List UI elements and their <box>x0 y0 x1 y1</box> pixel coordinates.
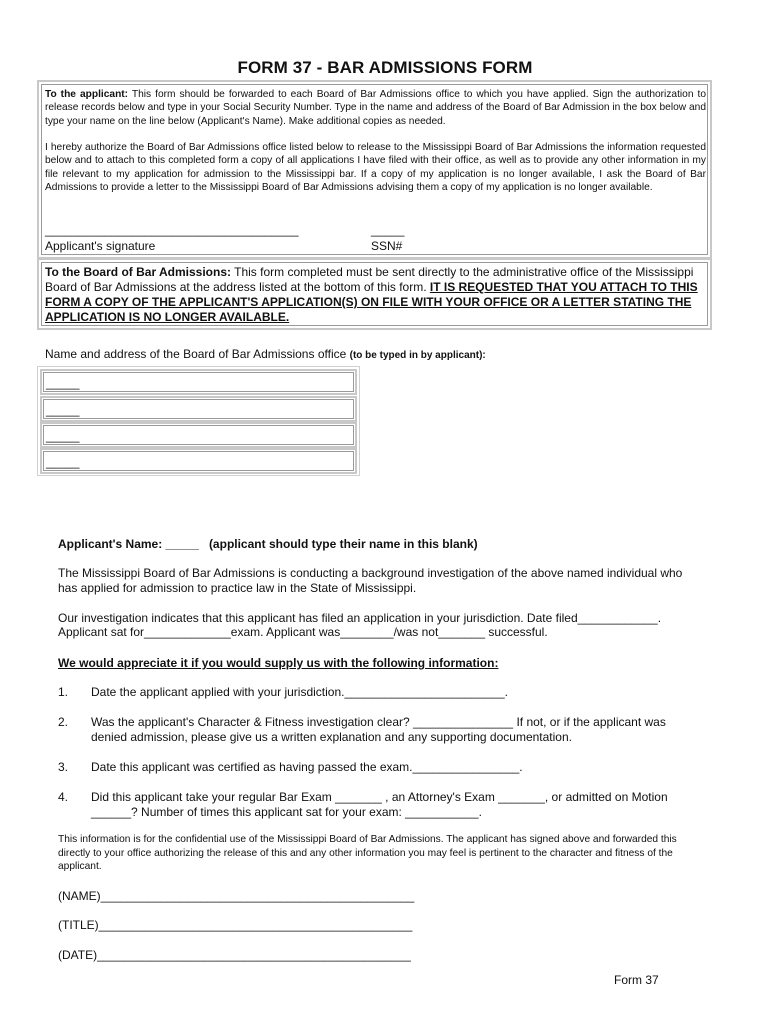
question-4-number: 4. <box>58 790 69 804</box>
address-field-2[interactable] <box>40 396 357 422</box>
board-request-text: IT IS REQUESTED THAT YOU ATTACH TO THIS FORM A COPY OF THE APPLICANT'S APPLICATION(S) ON FILE WITH YOUR OFFICE OR A LETTER STATING THE APPLICATION IS NO LONGER AVAILABLE. <box>45 280 698 324</box>
page-title: FORM 37 - BAR ADMISSIONS FORM <box>237 58 533 77</box>
filed-line-2: Applicant sat for_____________exam. Applicant was________/was not_______ successful. <box>58 625 548 639</box>
request-heading: We would appreciate it if you would supply us with the following information: <box>58 656 499 670</box>
address-blank-3: _____ <box>46 429 80 443</box>
question-1-number: 1. <box>58 685 69 699</box>
applicant-name-label: Applicant's Name: _____ <box>58 537 199 551</box>
ssn-line[interactable]: _____ <box>371 223 405 237</box>
name-field[interactable]: (NAME)_______________________________________________ <box>58 889 415 903</box>
applicant-intro-heading: To the applicant: <box>45 89 129 100</box>
title-field[interactable]: (TITLE)_______________________________________________ <box>58 918 413 932</box>
applicant-name-hint: (applicant should type their name in this blank) <box>208 537 478 551</box>
name-address-label-text: Name and address of the Board of Bar Admissions office <box>45 347 350 361</box>
question-1-text: Date the applicant applied with your jurisdiction.________________________. <box>91 685 508 699</box>
question-3-text: Date this applicant was certified as having passed the exam.________________. <box>91 760 523 774</box>
investigation-paragraph: The Mississippi Board of Bar Admissions is conducting a background investigation of the above named individual who has applied for admission to practice law in the State of Mississippi. <box>58 566 683 595</box>
question-2-number: 2. <box>58 715 69 729</box>
board-intro-text: This form completed must be sent directly to the administrative office of the Mississippi Board of Bar Admissions at the address listed at the bottom of this form. <box>45 265 694 294</box>
address-field-4[interactable] <box>40 448 357 474</box>
board-instructions-box <box>37 258 712 330</box>
name-address-label <box>45 347 486 361</box>
address-field-1[interactable] <box>40 369 357 395</box>
address-blank-1: _____ <box>46 376 80 390</box>
authorization-text: I hereby authorize the Board of Bar Admissions office listed below to release to the Mississippi Board of Bar Admissions the information requested below and to attach to this completed form a copy of all applications I have filed with their office, as well as to provide any other information in my file relevant to my application for admission to the Mississippi bar. If a copy of my application is no longer available, I ask the Board of Bar Admissions to provide a letter to the Mississippi Board of Bar Admissions advising them a copy of my application is no longer available. <box>45 142 706 194</box>
board-instructions-text <box>45 265 705 325</box>
applicant-name-field[interactable] <box>58 537 478 552</box>
question-4-text: Did this applicant take your regular Bar Exam _______ , an Attorney's Exam _______, or admitted on Motion ______? Number of times this applicant sat for your exam: ___________. <box>91 790 668 819</box>
address-field-3[interactable] <box>40 422 357 448</box>
question-3-number: 3. <box>58 760 69 774</box>
signature-label: Applicant's signature <box>45 239 156 253</box>
applicant-intro-text: This form should be forwarded to each Board of Bar Admissions office to which you have applied. Sign the authorization to release records below and type in your Social Security Number. Type in the name and address of the Board of Bar Admission in the box below and type your name on the line below (Applicant's Name). Make additional copies as needed. <box>45 89 706 127</box>
applicant-intro <box>45 88 706 128</box>
confidential-notice: This information is for the confidential use of the Mississippi Board of Bar Admissions. The applicant has signed above and forwarded this directly to your office authorizing the release of this and any other information you may feel is pertinent to the character and fitness of the applicant. <box>58 834 677 872</box>
page-footer: Form 37 <box>614 973 659 987</box>
applicant-instructions-box <box>37 80 712 259</box>
signature-line[interactable]: ______________________________________ <box>45 223 299 237</box>
date-field[interactable]: (DATE)_______________________________________________ <box>58 948 411 962</box>
board-intro-heading: To the Board of Bar Admissions: <box>45 265 232 279</box>
question-2-text: Was the applicant's Character & Fitness investigation clear? _______________ If not, or if the applicant was denied admission, please give us a written explanation and any supporting documentation. <box>91 715 666 744</box>
filed-line-1: Our investigation indicates that this applicant has filed an application in your jurisdiction. Date filed____________. <box>58 611 662 625</box>
address-blank-4: _____ <box>46 455 80 469</box>
name-address-hint: (to be typed in by applicant): <box>349 350 486 361</box>
address-blank-2: _____ <box>46 403 80 417</box>
ssn-label: SSN# <box>371 239 403 253</box>
